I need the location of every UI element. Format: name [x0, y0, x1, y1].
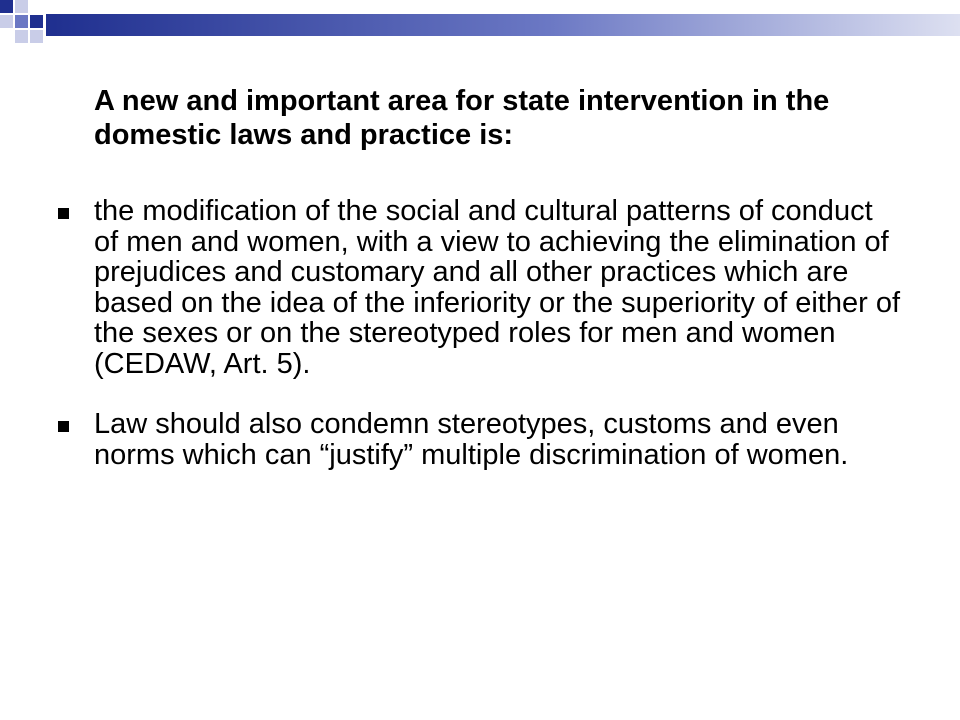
square-bullet-icon — [58, 208, 69, 219]
intro-text: A new and important area for state intervention in the domestic laws and practice is: — [94, 85, 830, 151]
header-gradient-bar — [46, 14, 960, 36]
bullet-list — [58, 196, 904, 500]
bullet-text: Law should also condemn stereotypes, customs and even norms which can “justify” multiple discrimination of women. — [94, 408, 849, 471]
list-item — [58, 196, 904, 379]
square-bullet-icon — [58, 421, 69, 432]
list-item — [58, 409, 904, 470]
bullet-text: the modification of the social and cultural patterns of conduct of men and women, with a view to achieving the elimination of prejudices and customary and all other practices which are based on the idea of the inferiority or the superiority of either of the sexes or on the stereotyped roles for men and women (CEDAW, Art. 5). — [94, 195, 901, 380]
